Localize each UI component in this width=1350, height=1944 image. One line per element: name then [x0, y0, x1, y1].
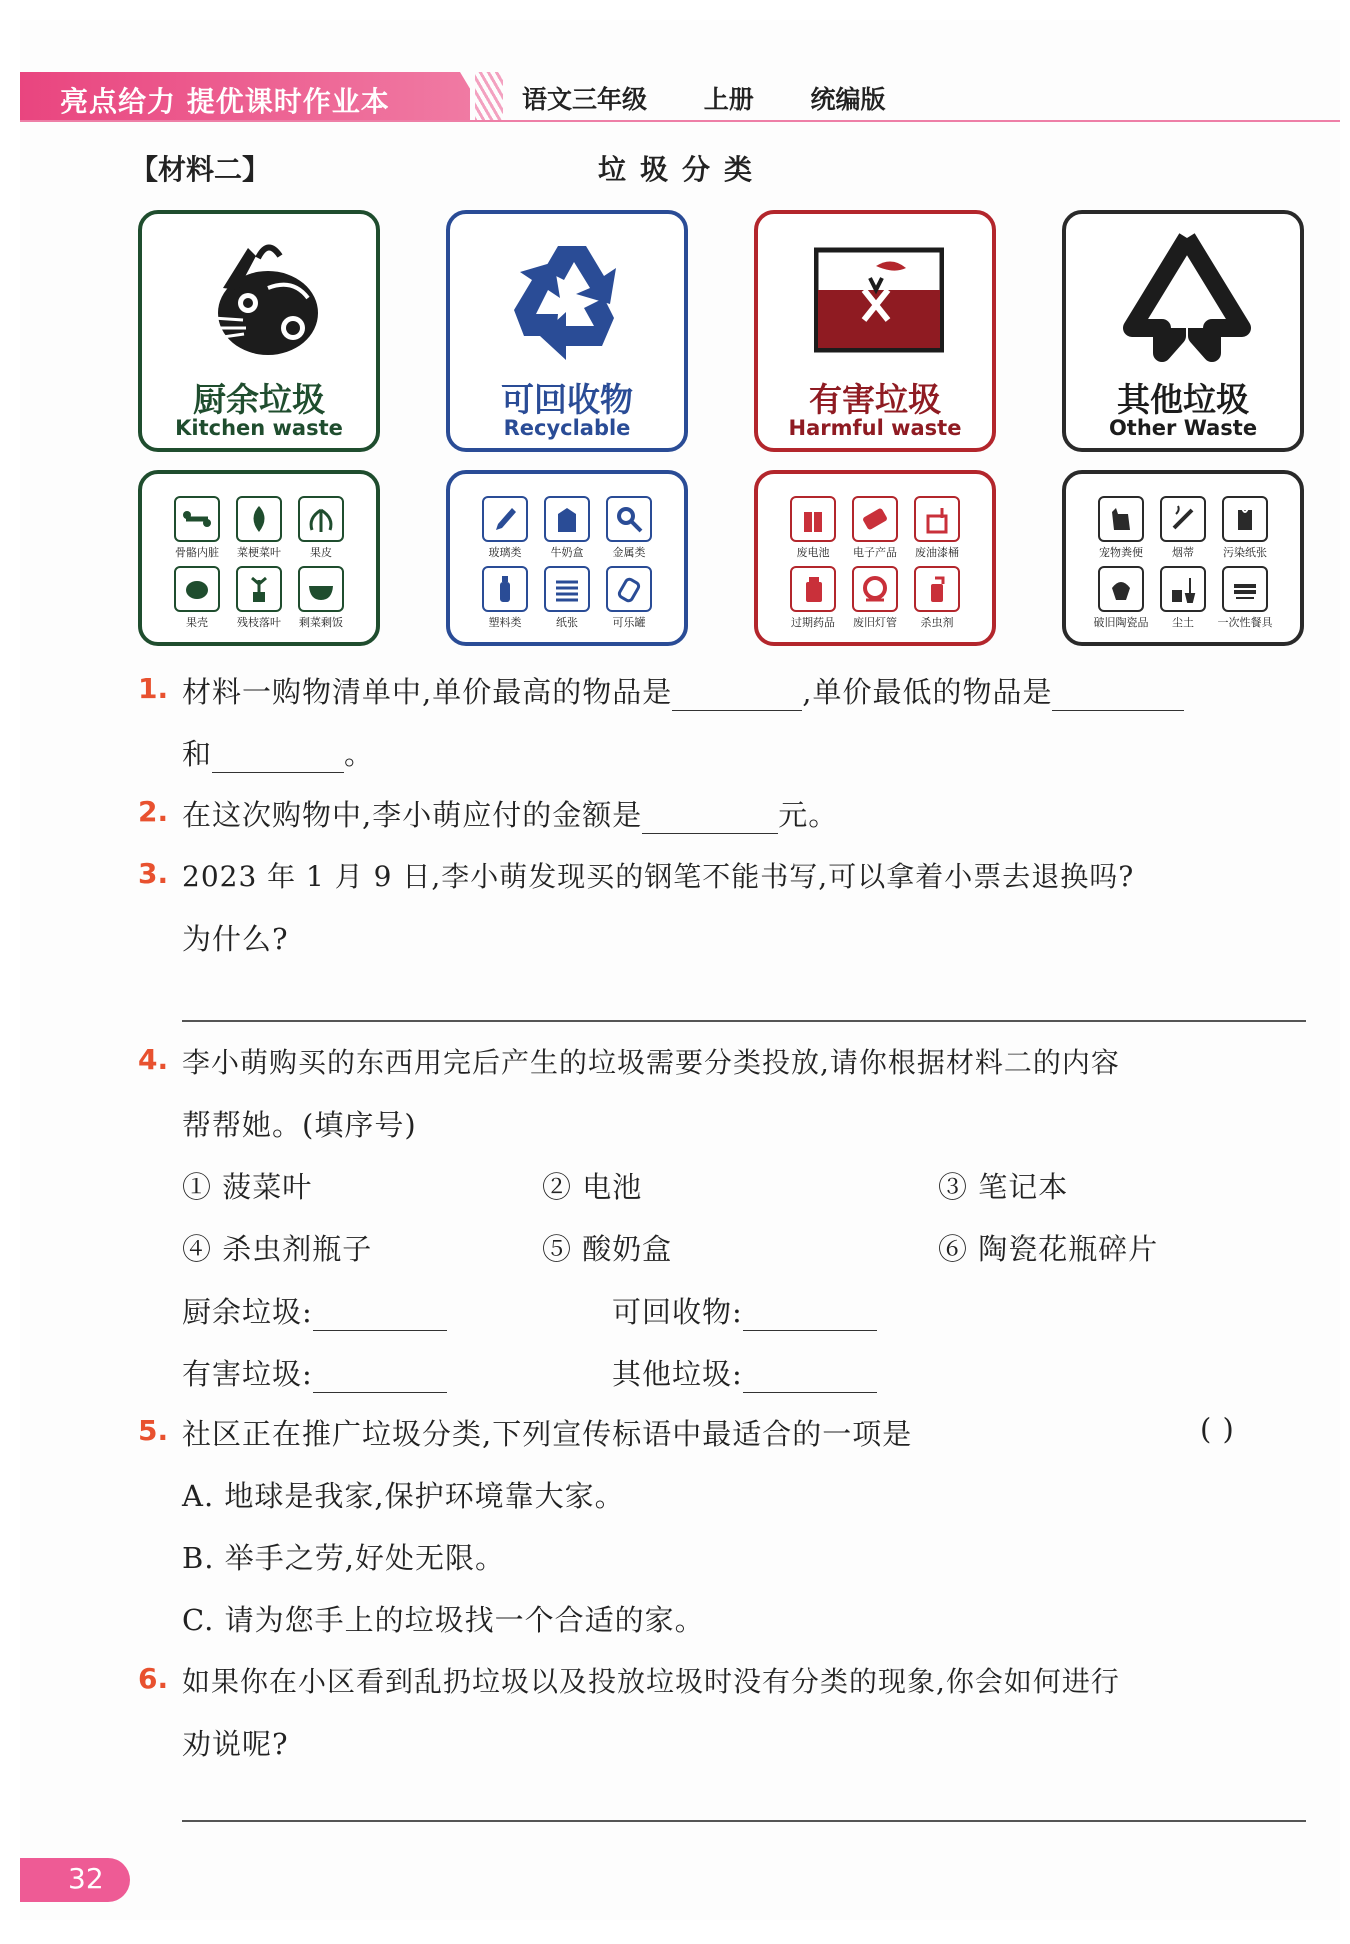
question-text: 李小萌购买的东西用完后产生的垃圾需要分类投放,请你根据材料二的内容 [182, 1046, 1120, 1079]
tile-item [1212, 566, 1278, 630]
tissue-icon [1222, 496, 1268, 542]
paper-icon [544, 566, 590, 612]
question-text: 如果你在小区看到乱扔垃圾以及投放垃圾时没有分类的现象,你会如何进行 [182, 1665, 1120, 1698]
answer-row [182, 1352, 447, 1393]
dust-icon [1160, 566, 1206, 612]
bin-name-en: Recyclable [503, 416, 631, 440]
tile-item [164, 496, 230, 560]
question-number: 6. [138, 1662, 169, 1695]
question-text: 2023 年 1 月 9 日,李小萌发现买的钢笔不能书写,可以拿着小票去退换吗? [182, 860, 1135, 893]
tile-recyclable-items [446, 470, 688, 646]
disposable-tableware-icon [1222, 566, 1268, 612]
plant-icon [236, 566, 282, 612]
spray-can-icon [914, 566, 960, 612]
recycle-icon [506, 228, 636, 368]
tile-item [842, 496, 908, 560]
bin-name: 可回收物 [501, 380, 633, 419]
tile-item [1150, 496, 1216, 560]
answer-line[interactable] [182, 1020, 1306, 1022]
bin-name: 有害垃圾 [809, 380, 941, 419]
answer-blank[interactable] [743, 1301, 877, 1331]
metal-icon [606, 496, 652, 542]
question-text: 。 [344, 737, 375, 771]
option: ⑥ 陶瓷花瓶碎片 [938, 1232, 1159, 1266]
answer-blank[interactable] [313, 1301, 447, 1331]
bin-harmful-waste [754, 210, 996, 452]
tile-item [780, 496, 846, 560]
answer-blank[interactable] [313, 1363, 447, 1393]
lamp-tube-icon [852, 566, 898, 612]
tile-item-label: 塑料类 [488, 616, 522, 629]
question-1-line-2 [182, 732, 374, 773]
fruit-peel-icon [298, 496, 344, 542]
tile-item-label: 污染纸张 [1223, 546, 1267, 559]
tile-item [1088, 566, 1154, 630]
question-text: 社区正在推广垃圾分类,下列宣传标语中最适合的一项是 [182, 1417, 913, 1451]
bin-name: 厨余垃圾 [193, 380, 325, 419]
milk-carton-icon [544, 496, 590, 542]
nut-shell-icon [174, 566, 220, 612]
tile-item-label: 烟蒂 [1172, 546, 1194, 559]
page-number-badge [20, 1858, 130, 1902]
tile-item-label: 残枝落叶 [237, 616, 281, 629]
tile-item [904, 566, 970, 630]
answer-blank[interactable] [1052, 681, 1184, 711]
question-text: ,单价最低的物品是 [802, 675, 1053, 709]
material-title: 垃圾分类 [598, 153, 767, 186]
tile-item-label: 杀虫剂 [920, 616, 954, 629]
bin-name-en: Harmful waste [788, 416, 962, 440]
question-text: 和 [182, 737, 213, 771]
answer-blank[interactable] [642, 804, 778, 834]
choice: A. 地球是我家,保护环境靠大家。 [182, 1479, 625, 1513]
tile-item-label: 果皮 [310, 546, 332, 559]
tile-item-label: 纸张 [556, 616, 578, 629]
option: ① 菠菜叶 [182, 1170, 313, 1204]
tile-item-label: 宠物粪便 [1099, 546, 1143, 559]
answer-line[interactable] [182, 1820, 1306, 1822]
question-2 [182, 793, 838, 834]
question-text: 为什么? [182, 922, 289, 956]
header-divider [20, 120, 1340, 122]
tile-item [472, 496, 538, 560]
bin-kitchen-waste [138, 210, 380, 452]
tile-item-label: 菜梗菜叶 [237, 546, 281, 559]
medicine-icon [790, 566, 836, 612]
volume-label: 上册 [703, 85, 754, 114]
glass-bottle-icon [482, 496, 528, 542]
tile-item-label: 可乐罐 [612, 616, 646, 629]
can-icon [606, 566, 652, 612]
tile-item [904, 496, 970, 560]
question-text: 材料一购物清单中,单价最高的物品是 [182, 675, 673, 709]
page-number: 32 [68, 1862, 104, 1895]
tile-item-label: 废电池 [796, 546, 830, 559]
choice: B. 举手之劳,好处无限。 [182, 1541, 505, 1575]
question-text: 元。 [778, 798, 839, 832]
tile-item [226, 566, 292, 630]
tile-item [534, 496, 600, 560]
bin-name-en: Other Waste [1108, 416, 1258, 440]
brand-title: 亮点给力 提优课时作业本 [60, 85, 390, 118]
plastic-bottle-icon [482, 566, 528, 612]
tile-item-label: 骨骼内脏 [175, 546, 219, 559]
tile-item-label: 尘土 [1172, 616, 1194, 629]
answer-label: 可回收物: [612, 1295, 743, 1329]
tile-item-label: 一次性餐具 [1217, 616, 1273, 629]
page-header [20, 72, 1340, 122]
answer-row [612, 1352, 877, 1393]
edition-label: 统编版 [810, 85, 886, 114]
electronics-icon [852, 496, 898, 542]
tile-item [288, 496, 354, 560]
food-waste-icon [198, 228, 328, 368]
tile-item [472, 566, 538, 630]
option: ② 电池 [542, 1170, 643, 1204]
vegetable-icon [236, 496, 282, 542]
hazard-icon [814, 228, 944, 368]
question-text: 帮帮她。(填序号) [182, 1108, 417, 1142]
tile-harmful-items [754, 470, 996, 646]
answer-row [182, 1290, 447, 1331]
tile-item [1212, 496, 1278, 560]
answer-label: 有害垃圾: [182, 1357, 313, 1391]
ceramic-icon [1098, 566, 1144, 612]
question-number: 1. [138, 672, 169, 705]
question-number: 5. [138, 1414, 169, 1447]
battery-icon [790, 496, 836, 542]
tile-item [780, 566, 846, 630]
question-1-line-1 [182, 670, 1184, 711]
tile-item-label: 破旧陶瓷品 [1093, 616, 1149, 629]
tile-item-label: 剩菜剩饭 [299, 616, 343, 629]
tile-item [288, 566, 354, 630]
other-waste-icon [1122, 228, 1252, 368]
cigarette-icon [1160, 496, 1206, 542]
answer-blank[interactable] [672, 681, 802, 711]
answer-blank[interactable] [212, 743, 344, 773]
answer-blank[interactable] [743, 1363, 877, 1393]
bin-name-en: Kitchen waste [175, 416, 343, 440]
paint-bucket-icon [914, 496, 960, 542]
book-info [522, 80, 915, 116]
answer-label: 厨余垃圾: [182, 1295, 313, 1329]
answer-label: 其他垃圾: [612, 1357, 743, 1391]
tile-item-label: 电子产品 [853, 546, 897, 559]
choice: C. 请为您手上的垃圾找一个合适的家。 [182, 1603, 705, 1637]
pet-icon [1098, 496, 1144, 542]
tile-item [226, 496, 292, 560]
tile-item [596, 566, 662, 630]
tile-item [164, 566, 230, 630]
bin-name: 其他垃圾 [1117, 380, 1249, 419]
answer-row [612, 1290, 877, 1331]
tile-kitchen-items [138, 470, 380, 646]
subject-label: 语文三年级 [522, 85, 648, 114]
tile-item-label: 玻璃类 [488, 546, 522, 559]
question-number: 2. [138, 795, 169, 828]
bowl-icon [298, 566, 344, 612]
tile-item-label: 果壳 [186, 616, 208, 629]
tile-item-label: 废旧灯管 [853, 616, 897, 629]
header-stripe [475, 72, 503, 122]
question-number: 4. [138, 1043, 169, 1076]
option: ⑤ 酸奶盒 [542, 1232, 673, 1266]
question-text: 在这次购物中,李小萌应付的金额是 [182, 798, 643, 832]
option: ③ 笔记本 [938, 1170, 1069, 1204]
tile-other-items [1062, 470, 1304, 646]
bin-recyclable [446, 210, 688, 452]
tile-item [596, 496, 662, 560]
bin-other-waste [1062, 210, 1304, 452]
tile-item [1088, 496, 1154, 560]
material-label: 【材料二】 [130, 153, 271, 186]
tile-item [842, 566, 908, 630]
tile-item-label: 废油漆桶 [915, 546, 959, 559]
tile-item [534, 566, 600, 630]
tile-item-label: 金属类 [612, 546, 646, 559]
tile-item-label: 牛奶盒 [550, 546, 584, 559]
tile-item-label: 过期药品 [791, 616, 835, 629]
tile-item [1150, 566, 1216, 630]
answer-bracket[interactable]: ( ) [1200, 1412, 1235, 1446]
bones-icon [174, 496, 220, 542]
option: ④ 杀虫剂瓶子 [182, 1232, 373, 1266]
question-number: 3. [138, 857, 169, 890]
question-text: 劝说呢? [182, 1727, 289, 1761]
